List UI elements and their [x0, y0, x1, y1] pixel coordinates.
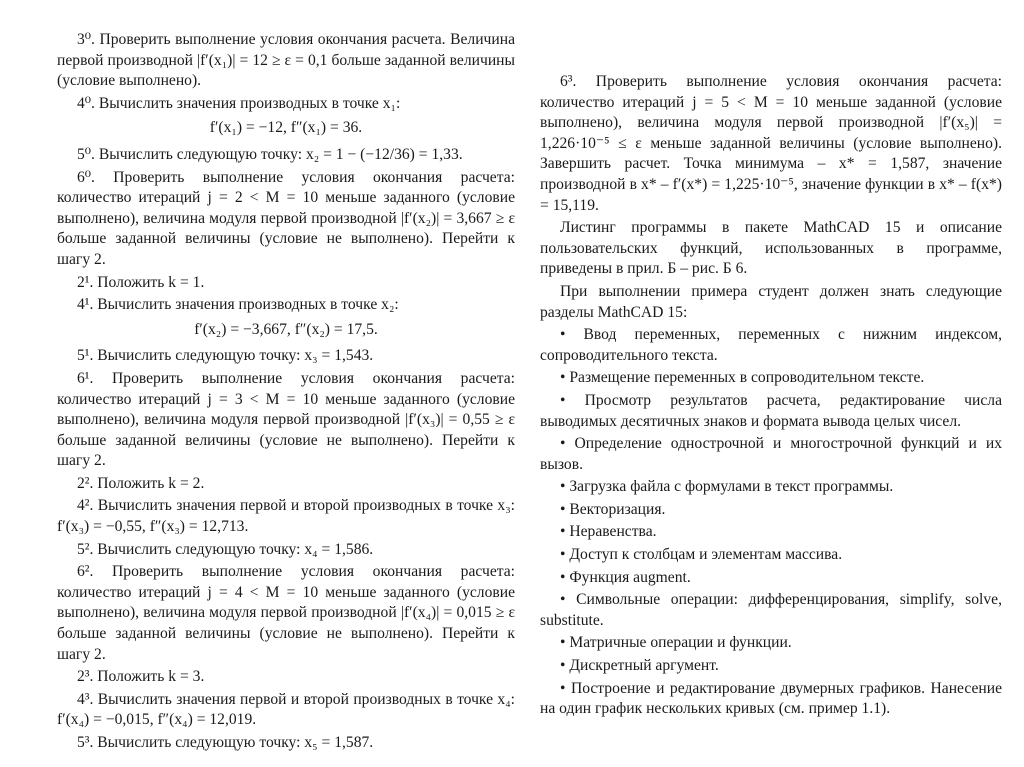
right-paragraph: • Построение и редактирование двумерных графиков. Нанесение на один график нескольких кривых (см. пример 1.1). [540, 679, 1002, 718]
left-paragraph: 5³. Вычислить следующую точку: x₅ = 1,587. [77, 734, 374, 751]
left-paragraph: 2³. Положить k = 3. [77, 668, 205, 686]
left-paragraph: 4⁰. Вычислить значения производных в точке x₁: [77, 94, 401, 112]
left-paragraph: 6⁰. Проверить выполнение условия окончания расчета: количество итераций j = 2 < M = 10 меньше заданного (условие выполнено), величина модуля первой производной |f′(x₂)| = 3,667 ≥ ε больше заданной величины (условие не выполнено). Перейти к шагу 2. [57, 168, 515, 268]
right-paragraph: При выполнении примера студент должен знать следующие разделы MathCAD 15: [540, 282, 1002, 321]
left-paragraph: f′(x₂) = −3,667, f″(x₂) = 17,5. [194, 320, 378, 338]
right-paragraph: • Размещение переменных в сопроводительном тексте. [560, 369, 925, 387]
left-paragraph: 2¹. Положить k = 1. [77, 273, 205, 291]
left-paragraph: 2². Положить k = 2. [77, 474, 205, 492]
right-paragraph: • Загрузка файла с формулами в текст программы. [560, 478, 894, 496]
right-paragraph: • Матричные операции и функции. [560, 634, 792, 652]
left-paragraph: 5⁰. Вычислить следующую точку: x₂ = 1 − (−12/36) = 1,33. [77, 145, 463, 163]
right-paragraph: • Просмотр результатов расчета, редактирование числа выводимых десятичных знаков и формата вывода целых чисел. [540, 391, 1002, 430]
right-paragraph: • Функция augment. [560, 568, 691, 586]
right-paragraph: Листинг программы в пакете MathCAD 15 и описание пользовательских функций, использованных в программе, приведены в прил. Б – рис. Б 6. [540, 219, 1002, 278]
right-paragraph: • Ввод переменных, переменных с нижним индексом, сопроводительного текста. [540, 326, 1002, 364]
left-paragraph: 5¹. Вычислить следующую точку: x₃ = 1,543. [77, 347, 374, 365]
left-paragraph: 4¹. Вычислить значения производных в точке x₂: [77, 296, 399, 314]
left-paragraph: 6². Проверить выполнение условия окончания расчета: количество итераций j = 4 < M = 10 меньше заданного (условие выполнено), величина модуля первой производной |f′(x₄)| = 0,015 ≥ ε больше заданной величины (условие не выполнено). Перейти к шагу 2. [57, 563, 515, 663]
right-paragraph: • Дискретный аргумент. [560, 657, 719, 675]
left-paragraph: 6¹. Проверить выполнение условия окончания расчета: количество итераций j = 3 < M = 10 меньше заданного (условие выполнено), величина модуля первой производной |f′(x₃)| = 0,55 ≥ ε больше заданной величины (условие не выполнено). Перейти к шагу 2. [57, 369, 515, 470]
left-paragraph: 5². Вычислить следующую точку: x₄ = 1,586. [77, 540, 374, 558]
left-paragraph: 3⁰. Проверить выполнение условия окончания расчета. Величина первой производной |f′(x₁)| = 12 ≥ ε = 0,1 больше заданной величины (условие выполнено). [57, 31, 515, 90]
right-column [540, 72, 1002, 722]
right-paragraph: • Векторизация. [560, 500, 666, 518]
left-paragraph: f′(x₁) = −12, f″(x₁) = 36. [209, 119, 363, 137]
left-paragraph: 4³. Вычислить значения первой и второй производных в точке x₄: f′(x₄) = −0,015, f″(x₄) = 12,019. [57, 690, 515, 729]
right-paragraph: • Символьные операции: дифференцирования, simplify, solve, substitute. [540, 591, 1002, 629]
right-paragraph: • Доступ к столбцам и элементам массива. [560, 546, 843, 564]
right-paragraph: • Определение однострочной и многострочной функций и их вызов. [540, 435, 1002, 473]
right-paragraph: 6³. Проверить выполнение условия окончания расчета: количество итераций j = 5 < M = 10 меньше заданной (условие выполнено), величина модуля первой производной |f′(x₅)| = 1,226·10⁻⁵ ≤ ε меньше заданной величины (условие выполнено). Завершить расчет. Точка минимума – x* = 1,587, значение производной в x* – f′(x*) = 1,225·10⁻⁵, значение функции в x* – f(x*) = 15,119. [540, 73, 1002, 214]
left-column [57, 30, 515, 756]
left-paragraph: 4². Вычислить значения первой и второй производных в точке x₃: f′(x₃) = −0,55, f″(x₃) = 12,713. [57, 497, 515, 536]
right-paragraph: • Неравенства. [560, 523, 657, 541]
